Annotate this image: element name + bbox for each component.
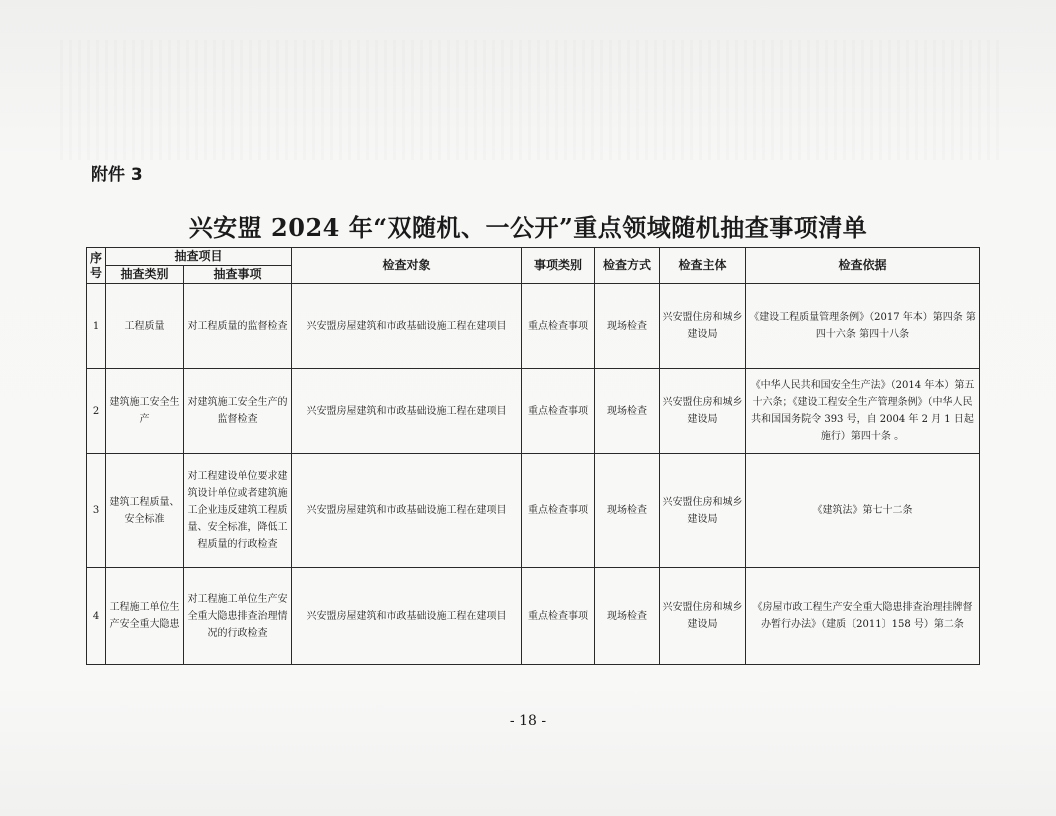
header-seq: 序号 [87,248,106,284]
header-subject: 检查主体 [660,248,746,284]
inspection-items-table [86,247,980,665]
cell-method: 现场检查 [595,568,660,665]
attachment-label: 附件 3 [91,165,143,185]
cell-category: 建筑施工安全生产 [106,369,184,454]
cell-category: 工程质量 [106,284,184,369]
cell-method: 现场检查 [595,454,660,568]
cell-target: 兴安盟房屋建筑和市政基础设施工程在建项目 [292,369,522,454]
cell-item: 对工程质量的监督检查 [184,284,292,369]
header-item: 抽查事项 [184,266,292,284]
table-row [87,369,980,454]
header-target: 检查对象 [292,248,522,284]
header-sample-group: 抽查项目 [106,248,292,266]
table-row [87,568,980,665]
page-number: - 18 - [509,713,547,729]
header-type: 事项类别 [522,248,595,284]
cell-basis: 《建筑法》第七十二条 [746,454,980,568]
cell-target: 兴安盟房屋建筑和市政基础设施工程在建项目 [292,454,522,568]
cell-item: 对建筑施工安全生产的监督检查 [184,369,292,454]
cell-item: 对工程建设单位要求建筑设计单位或者建筑施工企业违反建筑工程质量、安全标准，降低工程质量的行政检查 [184,454,292,568]
cell-item: 对工程施工单位生产安全重大隐患排查治理情况的行政检查 [184,568,292,665]
cell-basis: 《建设工程质量管理条例》（2017 年本）第四条 第四十六条 第四十八条 [746,284,980,369]
cell-basis: 《中华人民共和国安全生产法》（2014 年本）第五十六条；《建设工程安全生产管理条例》（中华人民共和国国务院令 393 号，自 2004 年 2 月 1 日起施行）第四十条 。 [746,369,980,454]
cell-type: 重点检查事项 [522,369,595,454]
cell-seq: 3 [87,454,106,568]
cell-seq: 1 [87,284,106,369]
cell-method: 现场检查 [595,284,660,369]
cell-target: 兴安盟房屋建筑和市政基础设施工程在建项目 [292,284,522,369]
cell-subject: 兴安盟住房和城乡建设局 [660,568,746,665]
cell-subject: 兴安盟住房和城乡建设局 [660,369,746,454]
cell-seq: 4 [87,568,106,665]
header-method: 检查方式 [595,248,660,284]
cell-target: 兴安盟房屋建筑和市政基础设施工程在建项目 [292,568,522,665]
cell-category: 工程施工单位生产安全重大隐患 [106,568,184,665]
cell-subject: 兴安盟住房和城乡建设局 [660,454,746,568]
header-category: 抽查类别 [106,266,184,284]
table-row [87,454,980,568]
show-through-texture [60,40,1000,160]
table-header-row [87,248,980,266]
cell-category: 建筑工程质量、安全标准 [106,454,184,568]
cell-type: 重点检查事项 [522,454,595,568]
header-basis: 检查依据 [746,248,980,284]
cell-seq: 2 [87,369,106,454]
cell-type: 重点检查事项 [522,568,595,665]
cell-method: 现场检查 [595,369,660,454]
cell-type: 重点检查事项 [522,284,595,369]
document-title: 兴安盟 2024 年“双随机、一公开”重点领域随机抽查事项清单 [188,213,868,242]
cell-subject: 兴安盟住房和城乡建设局 [660,284,746,369]
cell-basis: 《房屋市政工程生产安全重大隐患排查治理挂牌督办暂行办法》（建质〔2011〕158 号）第二条 [746,568,980,665]
table-row [87,284,980,369]
